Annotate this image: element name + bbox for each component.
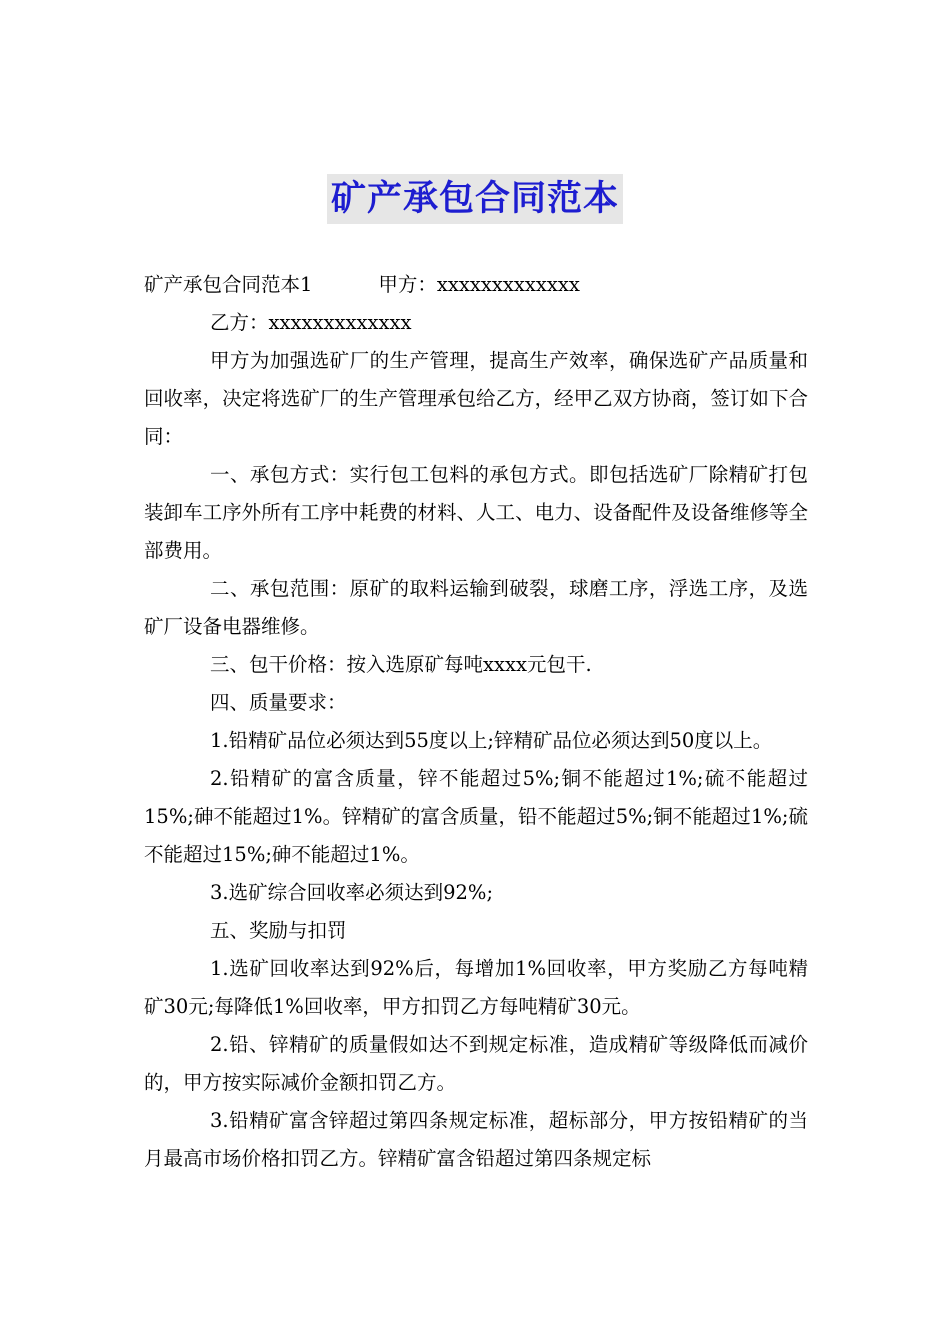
document-title: 矿产承包合同范本: [327, 174, 623, 224]
intro-line: [144, 266, 808, 304]
paragraph: 一、承包方式：实行包工包料的承包方式。即包括选矿厂除精矿打包装卸车工序外所有工序中耗费的材料、人工、电力、设备配件及设备维修等全部费用。: [144, 463, 808, 562]
paragraph: 1.选矿回收率达到92%后，每增加1%回收率，甲方奖励乙方每吨精矿30元;每降低1%回收率，甲方扣罚乙方每吨精矿30元。: [144, 957, 808, 1018]
document-body: [144, 266, 808, 1178]
party-b: 乙方：xxxxxxxxxxxxx: [210, 311, 412, 334]
paragraph: 2.铅、锌精矿的质量假如达不到规定标准，造成精矿等级降低而减价的，甲方按实际减价金额扣罚乙方。: [144, 1033, 808, 1094]
paragraph: 甲方为加强选矿厂的生产管理，提高生产效率，确保选矿产品质量和回收率，决定将选矿厂的生产管理承包给乙方，经甲乙双方协商，签订如下合同：: [144, 349, 808, 448]
paragraph: 3.铅精矿富含锌超过第四条规定标准，超标部分，甲方按铅精矿的当月最高市场价格扣罚乙方。锌精矿富含铅超过第四条规定标: [144, 1109, 808, 1170]
intro-label: 矿产承包合同范本1: [144, 273, 313, 296]
paragraph: 五、奖励与扣罚: [210, 919, 347, 942]
paragraph: 2.铅精矿的富含质量，锌不能超过5%;铜不能超过1%;硫不能超过15%;砷不能超过1%。锌精矿的富含质量，铅不能超过5%;铜不能超过1%;硫不能超过15%;砷不能超过1%。: [144, 767, 808, 866]
paragraph: 二、承包范围：原矿的取料运输到破裂，球磨工序，浮选工序，及选矿厂设备电器维修。: [144, 577, 808, 638]
paragraph: 3.选矿综合回收率必须达到92%;: [210, 881, 494, 904]
paragraph: 1.铅精矿品位必须达到55度以上;锌精矿品位必须达到50度以上。: [210, 729, 773, 752]
paragraph: 三、包干价格：按入选原矿每吨xxxx元包干.: [210, 653, 592, 676]
paragraph: 四、质量要求：: [210, 691, 347, 714]
title-container: [0, 174, 950, 224]
party-a: 甲方：xxxxxxxxxxxxx: [378, 273, 580, 296]
